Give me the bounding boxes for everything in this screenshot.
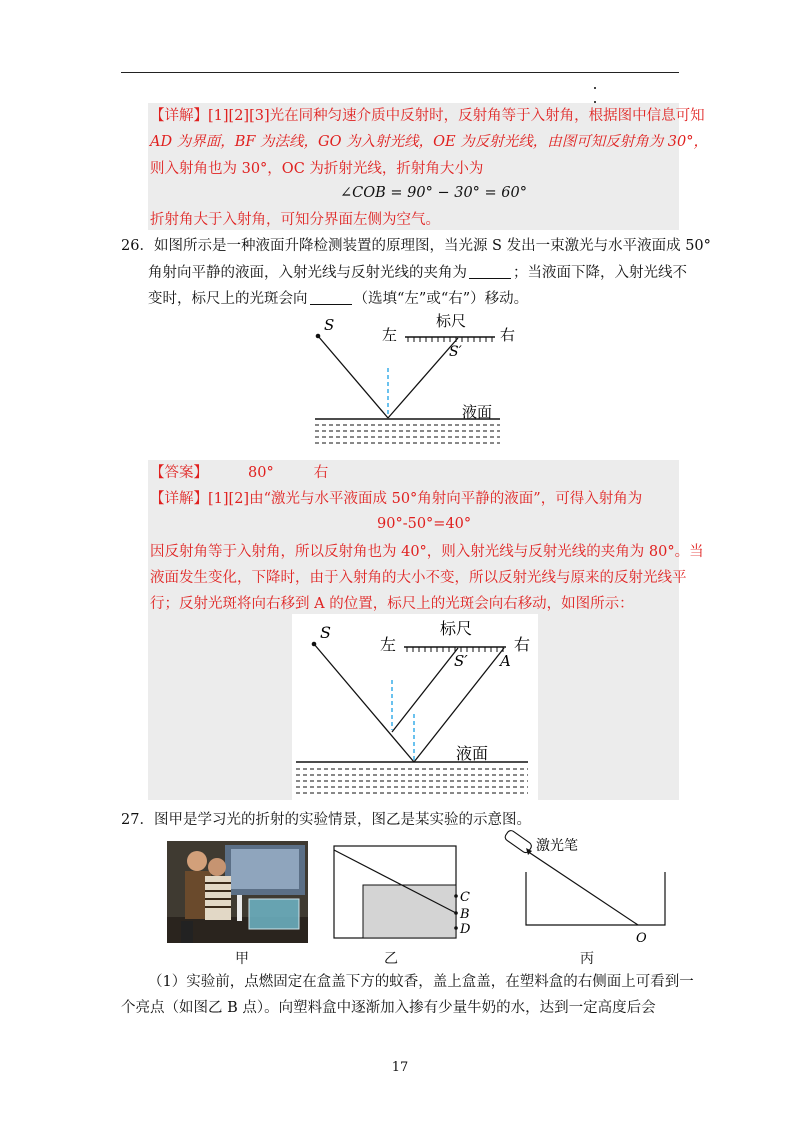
- milk-water: [363, 885, 456, 938]
- laser-pen-diagram: [490, 832, 670, 950]
- liquid-level-diagram-2: [292, 614, 538, 800]
- answer-2-value: 右: [313, 465, 329, 481]
- label-liquid-surface: 液面: [456, 744, 489, 763]
- answer-blank-1[interactable]: [469, 264, 511, 279]
- label-S: S: [320, 623, 331, 642]
- explain1-line4: 折射角大于入射角，可知分界面左侧为空气。: [150, 212, 440, 228]
- caption-yi: 乙: [384, 951, 398, 967]
- answer-1-value: 80°: [248, 465, 274, 481]
- label-S-prime: S′: [449, 344, 462, 360]
- explain26-line2: 因反射角等于入射角，所以反射角也为 40°，则入射光线与反射光线的夹角为 80°。当: [150, 544, 704, 560]
- caption-bing: 丙: [580, 951, 594, 967]
- explain26-formula: 90°-50°=40°: [377, 516, 472, 532]
- explain1-line1: 【详解】[1][2][3]光在同种匀速介质中反射时，反射角等于入射角，根据图中信息可知: [150, 108, 705, 124]
- header-rule: [121, 72, 679, 73]
- label-right: 右: [514, 635, 531, 654]
- explain26-line3: 液面发生变化，下降时，由于入射角的大小不变，所以反射光线与原来的反射光线平: [150, 570, 687, 586]
- label-S-prime: S′: [454, 652, 468, 670]
- experiment-photo-illustration: [167, 841, 308, 943]
- label-right: 右: [500, 326, 516, 344]
- laser-beam: [530, 853, 638, 925]
- label-liquid-surface: 液面: [462, 403, 493, 421]
- liquid-level-diagram-1: [310, 308, 516, 458]
- label-ruler: 标尺: [440, 619, 473, 638]
- incident-ray: [318, 336, 388, 418]
- label-A: A: [500, 652, 511, 670]
- explain1-line2: AD 为界面，BF 为法线，GO 为入射光线，OE 为反射光线，由图可知反射角为 30°，: [150, 134, 708, 150]
- explain1-formula: ∠COB = 90° − 30° = 60°: [340, 185, 527, 201]
- label-S: S: [324, 316, 335, 334]
- label-D: D: [460, 922, 471, 937]
- label-ruler: 标尺: [436, 312, 467, 330]
- laser-pen-icon: [504, 829, 533, 855]
- explain1-line3: 则入射角也为 30°，OC 为折射光线，折射角大小为: [150, 161, 484, 177]
- q27-line1: 27．图甲是学习光的折射的实验情景，图乙是某实验的示意图。: [121, 812, 531, 828]
- container: [526, 872, 665, 925]
- q27-para2: 个亮点（如图乙 B 点）。向塑料盒中逐渐加入掺有少量牛奶的水，达到一定高度后会: [121, 1000, 656, 1016]
- refraction-box-diagram: [330, 842, 480, 944]
- page-number: 17: [391, 1060, 409, 1075]
- label-B: B: [460, 907, 470, 922]
- explain26-line4: 行；反射光斑将向右移到 A 的位置，标尺上的光斑会向右移动，如图所示：: [150, 596, 634, 612]
- label-laser-pen: 激光笔: [536, 838, 578, 854]
- q27-para1: （1）实验前，点燃固定在盒盖下方的蚊香，盖上盒盖，在塑料盒的右侧面上可看到一: [148, 974, 694, 990]
- experiment-photo: [167, 841, 308, 943]
- label-C: C: [460, 890, 470, 905]
- label-O: O: [636, 931, 647, 946]
- label-left: 左: [382, 326, 398, 344]
- header-dot: [594, 87, 596, 89]
- caption-jia: 甲: [235, 951, 249, 967]
- reflected-ray: [388, 338, 458, 418]
- answer-blank-2[interactable]: [310, 290, 352, 305]
- explain26-line1: 【详解】[1][2]由“激光与水平液面成 50°角射向平静的液面”，可得入射角为: [150, 491, 643, 507]
- answer26-line: 【答案】 80° 右: [150, 465, 329, 481]
- label-left: 左: [380, 635, 397, 654]
- q26-line1: 26．如图所示是一种液面升降检测装置的原理图，当光源 S 发出一束激光与水平液面成 50°: [121, 238, 711, 254]
- q26-line2: 角射向平静的液面，入射光线与反射光线的夹角为 ；当液面下降，入射光线不: [148, 265, 687, 281]
- q26-line3: 变时，标尺上的光斑会向 （选填“左”或“右”）移动。: [148, 291, 529, 307]
